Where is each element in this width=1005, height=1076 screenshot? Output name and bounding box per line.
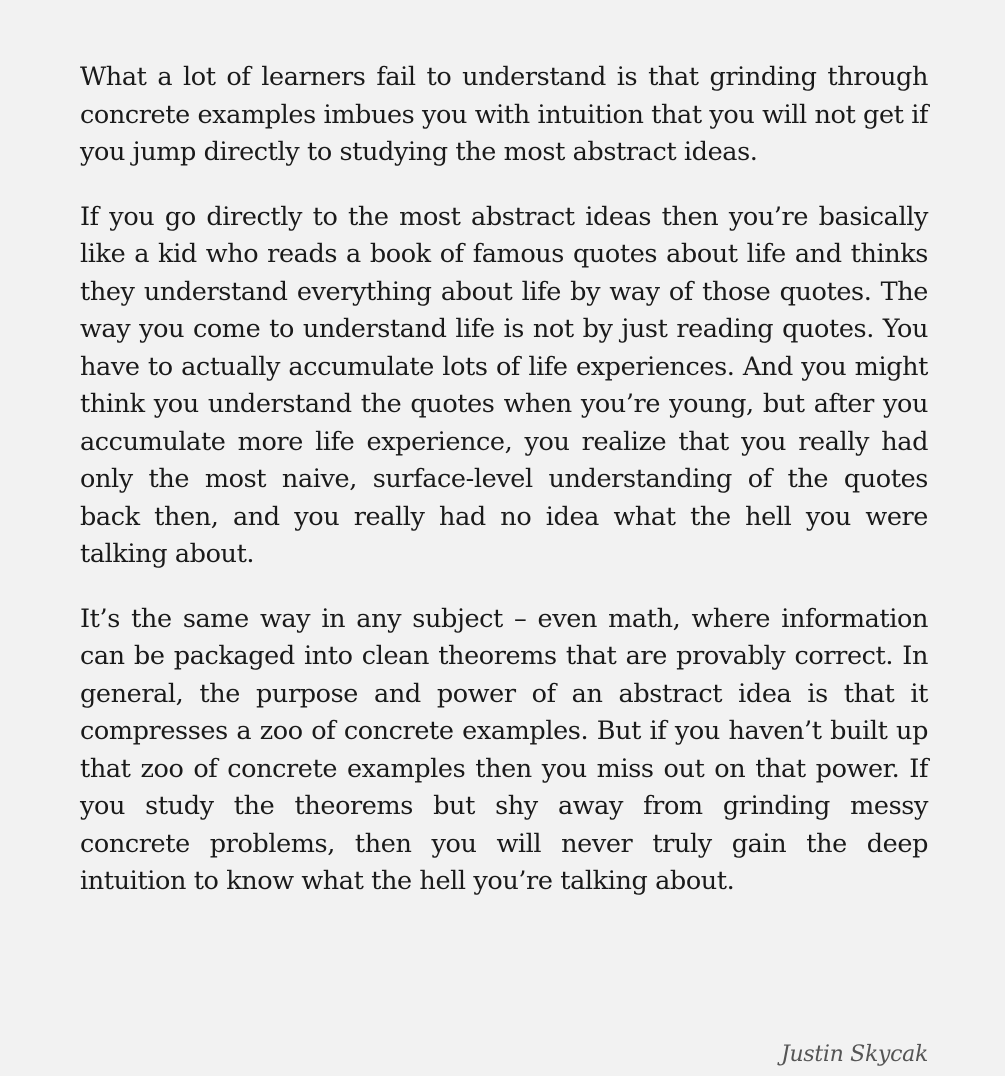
quote-body (80, 59, 928, 928)
author-signature: Justin Skycak (780, 1042, 928, 1067)
paragraph-3: It’s the same way in any subject – even math, where information can be packaged into clean theorems that are provably correct. In general, the purpose and power of an abstract idea is that it compresses a zoo of concrete examples. But if you haven’t built up that zoo of concrete examples then you miss out on that power. If you study the theorems but shy away from grinding messy concrete problems, then you will never truly gain the deep intuition to know what the hell you’re talking about. (80, 603, 928, 896)
paragraph-1: What a lot of learners fail to understand is that grinding through concrete examples imbues you with intuition that you will not get if you jump directly to studying the most abstract ideas. (80, 62, 928, 167)
paragraph-2: If you go directly to the most abstract ideas then you’re basically like a kid who reads a book of famous quotes about life and thinks they understand everything about life by way of those quotes. The way you come to understand life is not by just reading quotes. You have to actually accumulate lots of life experiences. And you might think you understand the quotes when you’re young, but after you accumulate more life experience, you realize that you really had only the most naive, surface-level understanding of the quotes back then, and you really had no idea what the hell you were talking about. (80, 201, 928, 569)
